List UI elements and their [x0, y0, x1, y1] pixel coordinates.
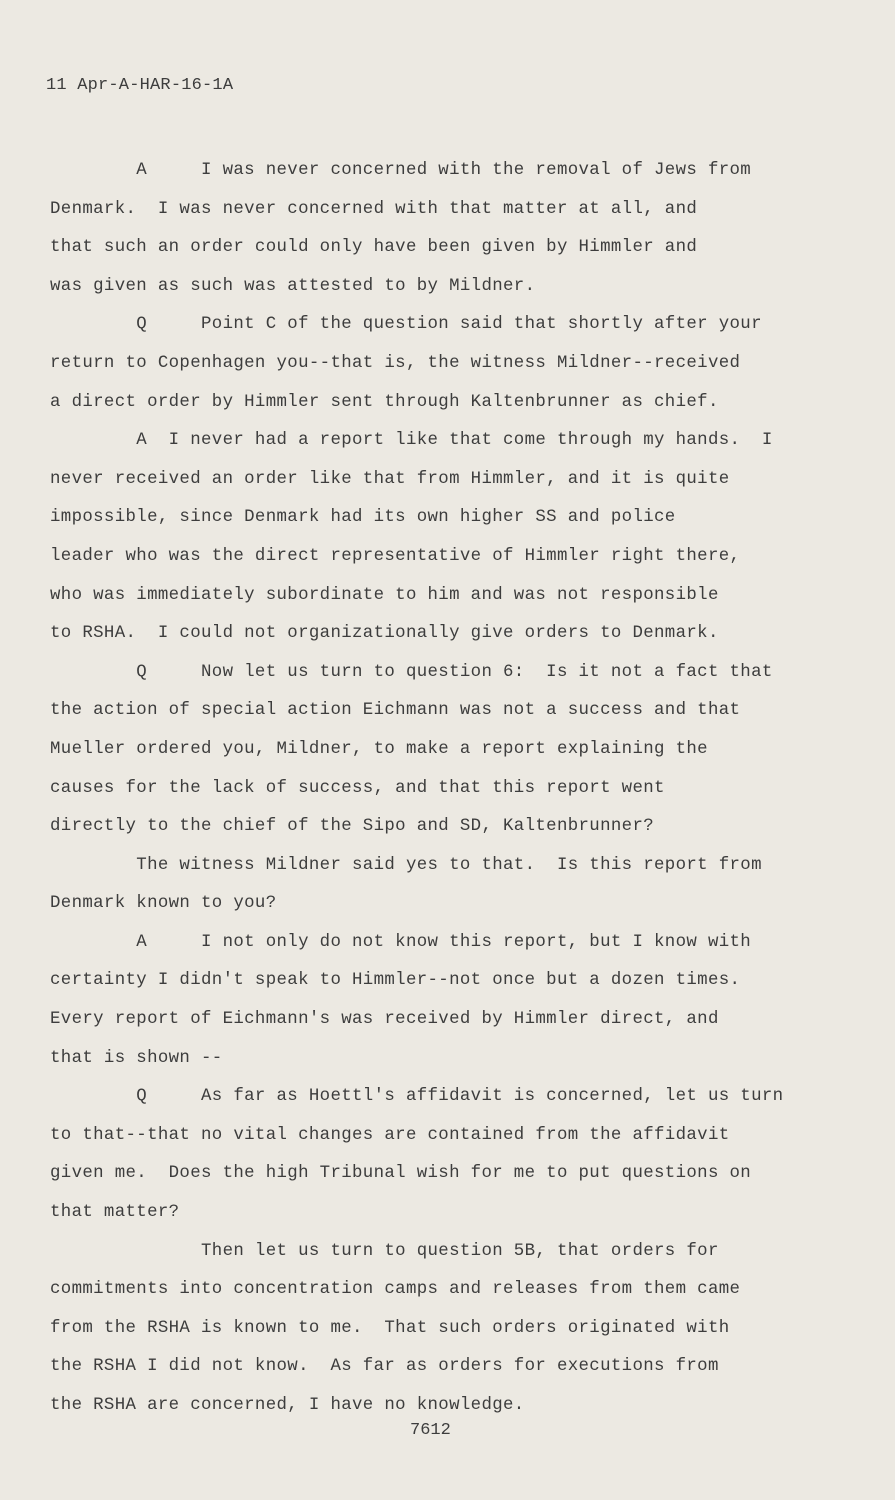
text-line: commitments into concentration camps and releases from them came — [50, 1280, 741, 1300]
text-line: directly to the chief of the Sipo and SD, Kaltenbrunner? — [50, 817, 655, 837]
text-line: Q Point C of the question said that shortly after your — [50, 315, 762, 335]
text-line: Q Now let us turn to question 6: Is it not a fact that — [50, 662, 773, 682]
text-line: The witness Mildner said yes to that. Is this report from — [50, 855, 762, 875]
text-line: causes for the lack of success, and that this report went — [50, 778, 665, 798]
text-line: A I never had a report like that come through my hands. I — [50, 431, 773, 451]
text-line: to that--that no vital changes are contained from the affidavit — [50, 1125, 730, 1145]
text-line: that is shown -- — [50, 1048, 223, 1068]
text-line: Then let us turn to question 5B, that orders for — [50, 1241, 719, 1261]
text-line: that such an order could only have been given by Himmler and — [50, 238, 698, 258]
text-line: Denmark known to you? — [50, 894, 277, 914]
text-line: A I was never concerned with the removal of Jews from — [50, 161, 752, 180]
text-line: that matter? — [50, 1203, 180, 1223]
text-line: never received an order like that from Himmler, and it is quite — [50, 469, 730, 489]
text-line: A I not only do not know this report, but I know with — [50, 932, 752, 952]
text-line: Denmark. I was never concerned with that matter at all, and — [50, 199, 698, 219]
page-number: 7612 — [410, 1421, 451, 1440]
text-line: Q As far as Hoettl's affidavit is concerned, let us turn — [50, 1087, 784, 1107]
text-line: impossible, since Denmark had its own higher SS and police — [50, 508, 676, 528]
text-line: from the RSHA is known to me. That such orders originated with — [50, 1318, 730, 1338]
text-line: Every report of Eichmann's was received by Himmler direct, and — [50, 1010, 719, 1030]
text-line: a direct order by Himmler sent through Kaltenbrunner as chief. — [50, 392, 719, 412]
document-header: 11 Apr-A-HAR-16-1A — [46, 76, 234, 95]
text-line: was given as such was attested to by Mildner. — [50, 276, 536, 296]
text-line: the RSHA I did not know. As far as orders for executions from — [50, 1357, 719, 1377]
text-line: leader who was the direct representative of Himmler right there, — [50, 546, 741, 566]
text-line: who was immediately subordinate to him and was not responsible — [50, 585, 719, 605]
text-line: return to Copenhagen you--that is, the witness Mildner--received — [50, 353, 741, 373]
text-line: to RSHA. I could not organizationally give orders to Denmark. — [50, 624, 719, 644]
text-line: certainty I didn't speak to Himmler--not once but a dozen times. — [50, 971, 741, 991]
document-body — [50, 152, 810, 1426]
text-line: the RSHA are concerned, I have no knowledge. — [50, 1396, 525, 1415]
text-line: given me. Does the high Tribunal wish for me to put questions on — [50, 1164, 752, 1184]
text-line: the action of special action Eichmann was not a success and that — [50, 701, 741, 721]
text-line: Mueller ordered you, Mildner, to make a report explaining the — [50, 739, 708, 759]
